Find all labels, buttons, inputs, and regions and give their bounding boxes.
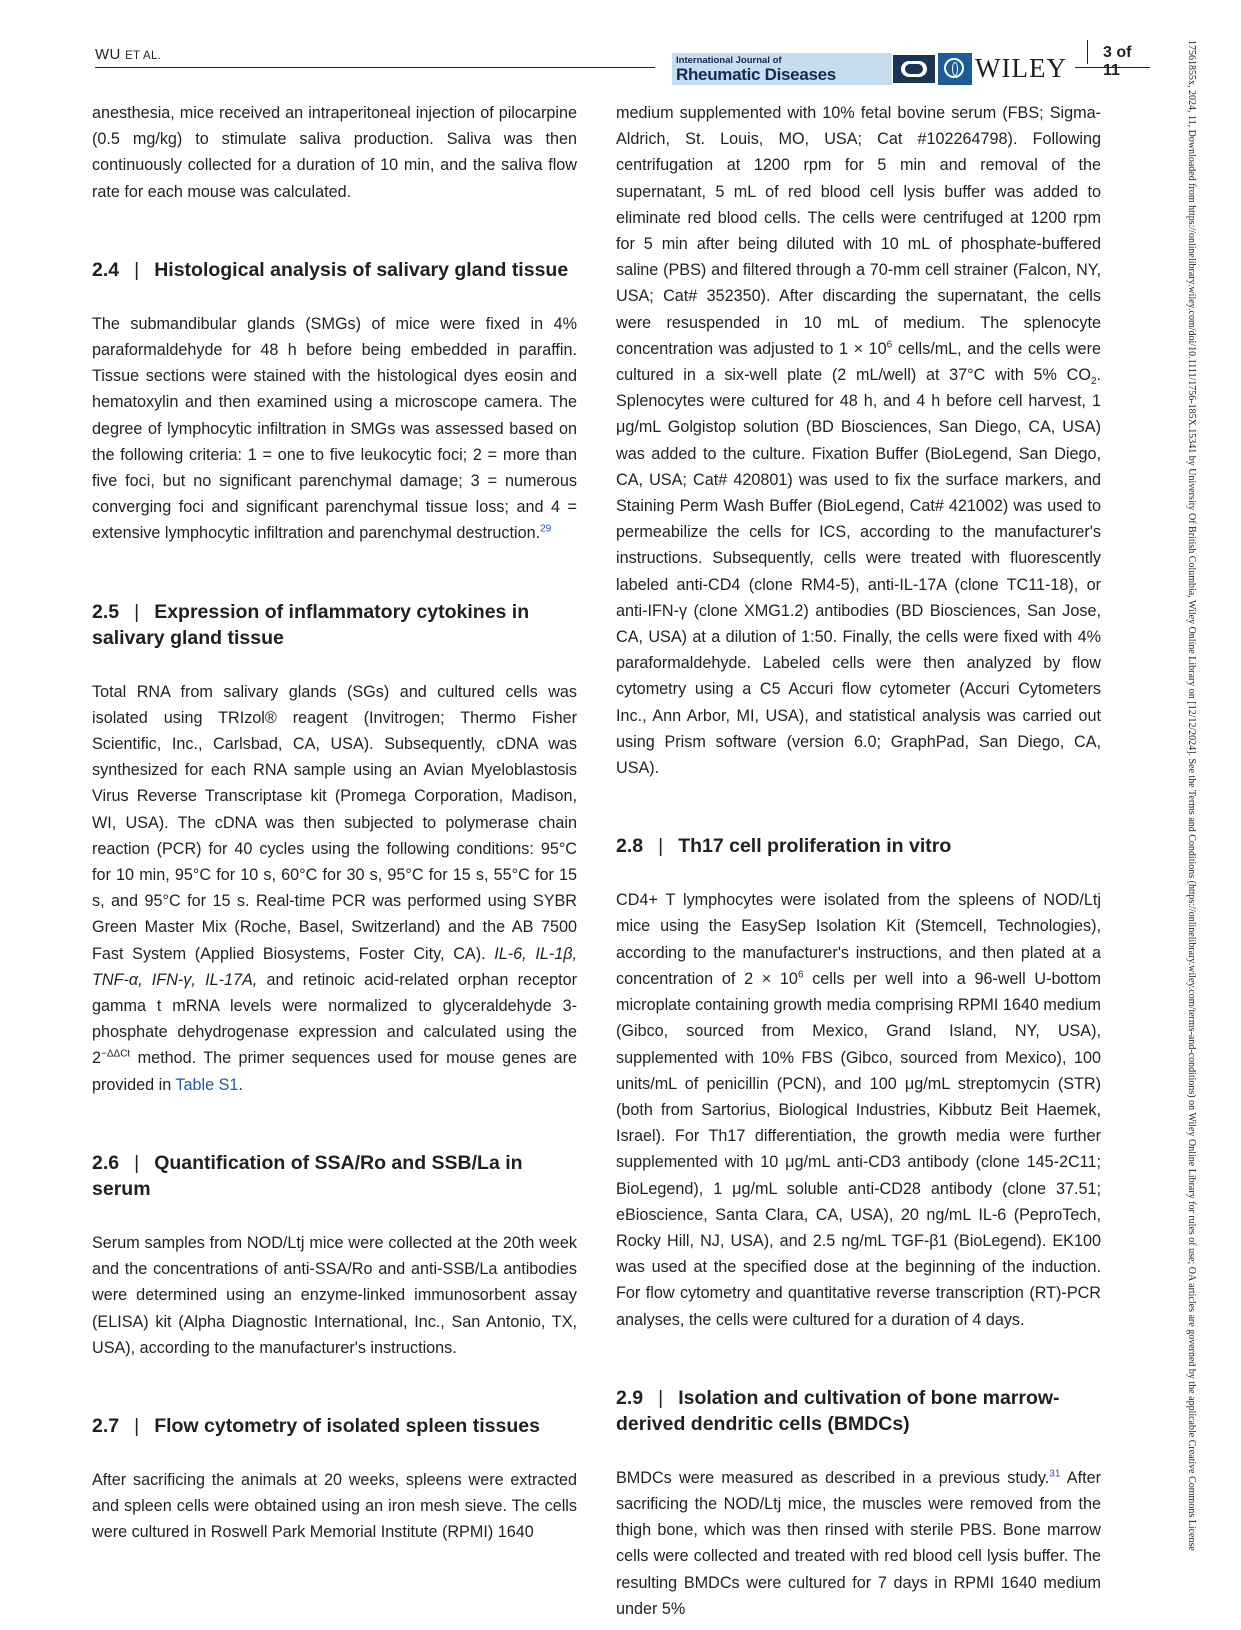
- section-heading-2-8: 2.8 | Th17 cell proliferation in vitro: [616, 835, 952, 858]
- header-rule: [95, 67, 655, 68]
- paragraph: Serum samples from NOD/Ltj mice were collected at the 20th week and the concentrations of anti-SSA/Ro and anti-SSB/La antibodies were determined using an enzyme-linked immunosorbent assay (ELISA) kit (Alpha Diagnostic International, Inc., San Antonio, TX, USA), according to the manufacturer's instructions.: [92, 1233, 577, 1357]
- section-heading-2-5: 2.5 | Expression of inflammatory cytokines in salivary gland tissue: [92, 600, 530, 649]
- journal-name-line2: Rheumatic Diseases: [676, 65, 836, 84]
- section-heading-2-9: 2.9 | Isolation and cultivation of bone marrow-derived dendritic cells (BMDCs): [616, 1386, 1060, 1435]
- paragraph: BMDCs were measured as described in a previous study.$^{31}$ After sacrificing the NOD/Ltj mice, the muscles were removed from the thigh bone, which was then rinsed with sterile PBS. Bone marrow cells were collected and treated with red blood cell lysis buffer. The resulting BMDCs were cultured for 7 days in RPMI 1640 medium under 5%: [616, 1468, 1101, 1618]
- authors-etal: ET AL.: [125, 50, 162, 62]
- paragraph: CD4+ T lymphocytes were isolated from the spleens of NOD/Ltj mice using the EasySep Isolation Kit (Stemcell, Technologies), according to the manufacturer's instructions, and then plated at a concentration of $2 \times 10^6$ cells per well into a 96-well U-bottom microplate containing growth media comprising RPMI 1640 medium (Gibco, sourced from Mexico, Grand Island, NY, USA), supplemented with 10% FBS (Gibco, sourced from Mexico), 100 units/mL of penicillin (PCN), and 100 μg/mL streptomycin (STR) (both from Sartorius, Biological Industries, Kibbutz Beit Haemek, Israel). For Th17 differentiation, the growth media were further supplemented with 10 μg/mL anti-CD3 antibody (clone 145-2C11; BioLegend), 1 μg/mL soluble anti-CD28 antibody (clone 37.51; eBioscience, Santa Clara, CA, USA), 20 ng/mL IL-6 (PeproTech, Rocky Hill, NJ, USA), and 2.5 ng/mL TGF-β1 (BioLegend). EK100 was used at the specified dose at the beginning of the induction. For flow cytometry and quantitative reverse transcription (RT)-PCR analyses, the cells were cultured for a duration of 4 days.: [616, 891, 1101, 1329]
- page-number: 3 of 11: [1103, 44, 1132, 79]
- reference-link[interactable]: 31: [1049, 1468, 1061, 1480]
- journal-name-line1: International Journal of: [676, 55, 782, 66]
- paragraph: After sacrificing the animals at 20 weeks, spleens were extracted and spleen cells were obtained using an iron mesh sieve. The cells were cultured in Roswell Park Memorial Institute (RPMI) 1640: [92, 1470, 577, 1542]
- page-number-divider: [1087, 40, 1088, 64]
- paragraph: medium supplemented with 10% fetal bovine serum (FBS; Sigma-Aldrich, St. Louis, MO, USA; Cat #102264798). Following centrifugation at 1200 rpm for 5 min and removal of the supernatant, 5 mL of red blood cell lysis buffer was added to eliminate red blood cells. The cells were centrifuged at 1200 rpm for 5 min after being diluted with 10 mL of phosphate-buffered saline (PBS) and filtered through a 70-mm cell strainer (Falcon, NY, USA; Cat# 352350). After discarding the supernatant, the cells were resuspended in 10 mL of medium. The splenocyte concentration was adjusted to $1 \times 10^6$ cells/mL, and the cells were cultured in a six-well plate (2 mL/well) at 37°C with 5% $CO_2$. Splenocytes were cultured for 48 h, and 4 h before cell harvest, 1 μg/mL Golgistop solution (BD Biosciences, San Diego, CA, USA) was added to the culture. Fixation Buffer (BioLegend, San Diego, CA, USA; Cat# 420801) was used to fix the surface markers, and Staining Perm Wash Buffer (BioLegend, Cat# 421002) was used to permeabilize the cells for ICS, according to the manufacturer's instructions. Subsequently, cells were treated with fluorescently labeled anti-CD4 (clone RM4-5), anti-IL-17A (clone TC11-18), or anti-IFN-γ (clone XMG1.2) antibodies (BD Biosciences, San Jose, CA, USA) at a dilution of 1:50. Finally, the cells were fixed with 4% paraformaldehyde. Labeled cells were then analyzed by flow cytometry using a C5 Accuri flow cytometer (Accuri Cytometers Inc., Ann Arbor, MI, USA), and statistical analysis was carried out using Prism software (version 6.0; GraphPad, San Diego, CA, USA).: [616, 104, 1101, 778]
- running-head-authors: [95, 46, 161, 63]
- right-column: [616, 100, 1101, 1622]
- reference-link[interactable]: 29: [540, 524, 552, 536]
- paragraph: Total RNA from salivary glands (SGs) and cultured cells was isolated using TRIzol® reagent (Invitrogen; Thermo Fisher Scientific, Inc., Carlsbad, CA, USA). Subsequently, cDNA was synthesized for each RNA sample using an Avian Myeloblastosis Virus Reverse Transcriptase kit (Promega Corporation, Madison, WI, USA). The cDNA was then subjected to polymerase chain reaction (PCR) for 40 cycles using the following conditions: 95°C for 10 min, 95°C for 10 s, 60°C for 30 s, 95°C for 15 s, 55°C for 15 s, and 95°C for 15 s. Real-time PCR was performed using SYBR Green Master Mix (Roche, Basel, Switzerland) and the AB 7500 Fast System (Applied Biosystems, Foster City, CA). IL-6, IL-1β, TNF-α, IFN-γ, IL-17A, and retinoic acid-related orphan receptor gamma t mRNA levels were normalized to glyceraldehyde 3-phosphate dehydrogenase expression and calculated using the $2^{-\Delta\Delta Ct}$ method. The primer sequences used for mouse genes are provided in Table S1.: [92, 682, 577, 1094]
- journal-logo: [672, 53, 892, 85]
- paragraph: anesthesia, mice received an intraperitoneal injection of pilocarpine (0.5 mg/kg) to stimulate saliva production. Saliva was then continuously collected for a duration of 10 min, and the saliva flow rate for each mouse was calculated.: [92, 104, 577, 201]
- paragraph: The submandibular glands (SMGs) of mice were fixed in 4% paraformaldehyde for 48 h before being embedded in paraffin. Tissue sections were stained with the histological dyes eosin and hematoxylin and then examined using a microscope camera. The degree of lymphocytic infiltration in SMGs was assessed based on the following criteria: 1 = one to five leukocytic foci; 2 = more than five foci, but no significant parenchymal damage; 3 = numerous converging foci and significant parenchymal tissue loss; and 4 = extensive lymphocytic infiltration and parenchymal destruction.$^{29}$: [92, 314, 577, 543]
- section-heading-2-6: 2.6 | Quantification of SSA/Ro and SSB/La in serum: [92, 1151, 523, 1200]
- publisher-logo: WILEY: [975, 53, 1067, 83]
- left-column: [92, 100, 577, 1546]
- section-heading-2-7: 2.7 | Flow cytometry of isolated spleen tissues: [92, 1414, 540, 1437]
- society-logo-icon: [893, 55, 935, 83]
- page-header: [95, 40, 1150, 82]
- authors-main: WU: [95, 46, 121, 63]
- download-notice: 17561855x, 2024, 11, Downloaded from https://onlinelibrary.wiley.com/doi/10.1111/1756-185X.15341 by University Of British Columbia, Wiley Online Library on [12/12/2024]. See the Terms and Conditions (https://onlinelibrary.wiley.com/terms-and-conditions) on Wiley Online Library for rules of use; OA articles are governed by the applicable Creative Commons License: [1186, 40, 1197, 1551]
- section-heading-2-4: 2.4 | Histological analysis of salivary gland tissue: [92, 258, 569, 281]
- table-s1-link[interactable]: Table S1: [175, 1075, 239, 1094]
- globe-logo-icon: [938, 53, 972, 85]
